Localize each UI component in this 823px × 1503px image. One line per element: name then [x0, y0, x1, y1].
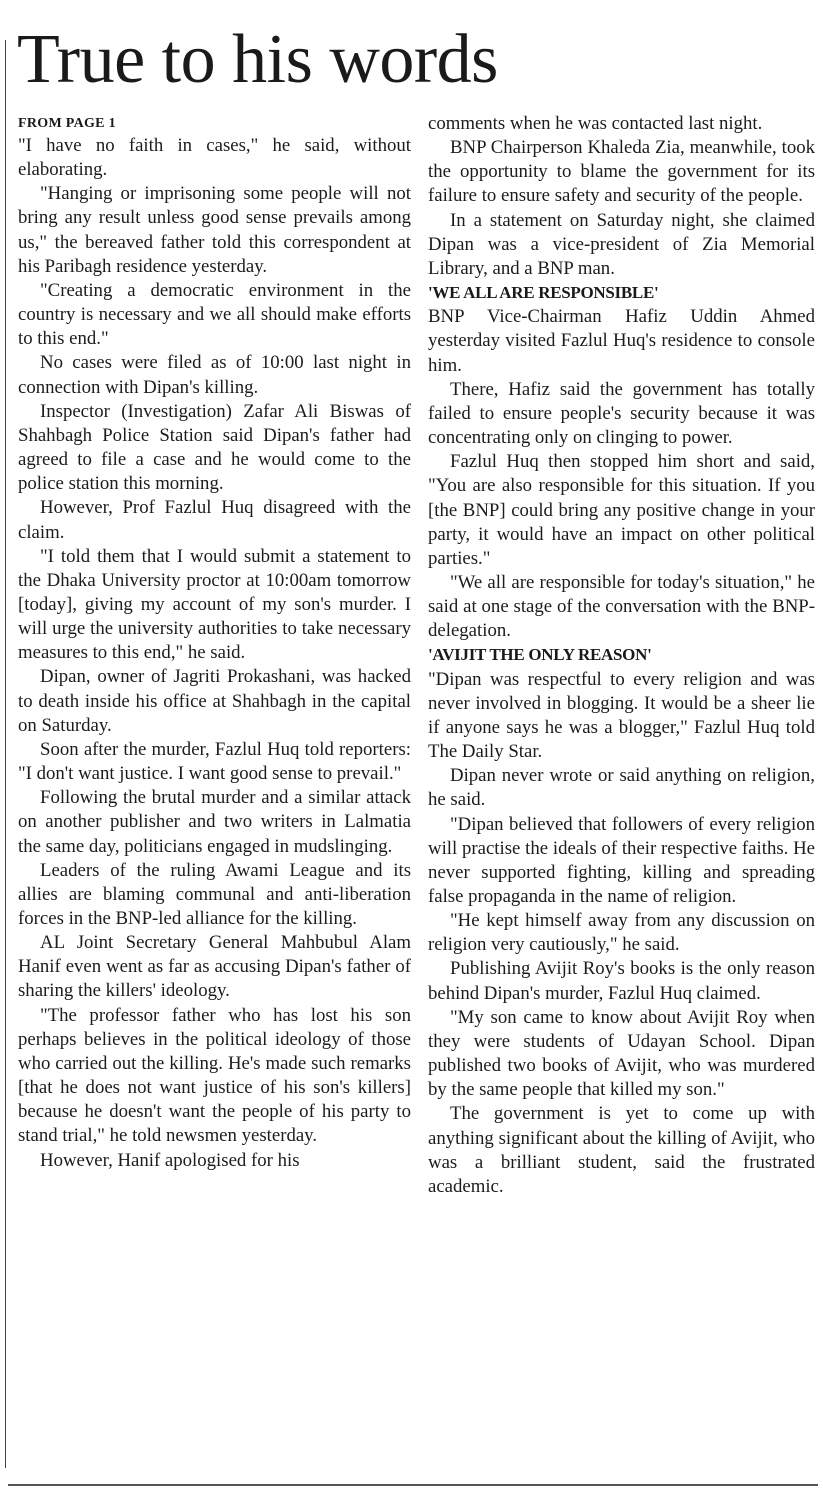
subhead-avijit-the-only-reason: 'AVIJIT THE ONLY REASON' — [428, 645, 652, 665]
column-rule-left — [5, 40, 6, 1468]
subhead-we-all-are-responsible: 'WE ALL ARE RESPONSIBLE' — [428, 283, 659, 303]
kicker-from-page: FROM PAGE 1 — [18, 116, 116, 131]
paragraph: Inspector (Investigation) Zafar Ali Biswas of Shahbagh Police Station said Dipan's father had agreed to file a case and he would come to the police station this morning. — [18, 400, 411, 495]
paragraph: Soon after the murder, Fazlul Huq told reporters: "I don't want justice. I want good sense to prevail." — [18, 738, 411, 785]
paragraph: "Dipan believed that followers of every religion will practise the ideals of their respective faiths. He never supported fighting, killing and spreading false propaganda in the name of religion. — [428, 813, 815, 907]
paragraph: No cases were filed as of 10:00 last night in connection with Dipan's killing. — [18, 352, 411, 398]
paragraph: "The professor father who has lost his son perhaps believes in the political ideology of those who carried out the killing. He's made such remarks [that he does not want justice of his son's killers] because he doesn't want the people of his party to stand trial," he told newsmen yesterday. — [18, 1004, 411, 1147]
paragraph: There, Hafiz said the government has totally failed to ensure people's security because it was concentrating only on clinging to power. — [428, 378, 815, 449]
paragraph: "We all are responsible for today's situation," he said at one stage of the conversation with the BNP-delegation. — [428, 571, 815, 642]
paragraph: "I have no faith in cases," he said, without elaborating. — [18, 135, 411, 181]
paragraph: "Dipan was respectful to every religion and was never involved in blogging. It would be a sheer lie if anyone says he was a blogger," Fazlul Huq told The Daily Star. — [428, 668, 815, 763]
paragraph: Following the brutal murder and a similar attack on another publisher and two writers in Lalmatia the same day, politicians engaged in mudslinging. — [18, 787, 411, 857]
bottom-rule — [8, 1484, 818, 1486]
paragraph: In a statement on Saturday night, she claimed Dipan was a vice-president of Zia Memorial Library, and a BNP man. — [428, 209, 815, 279]
paragraph: comments when he was contacted last night. — [428, 113, 763, 134]
paragraph: "Creating a democratic environment in the country is necessary and we all should make efforts to this end." — [18, 279, 411, 350]
paragraph: The government is yet to come up with anything significant about the killing of Avijit, who was a brilliant student, said the frustrated academic. — [428, 1103, 815, 1197]
paragraph: "My son came to know about Avijit Roy when they were students of Udayan School. Dipan published two books of Avijit, who was murdered by the same people that killed my son." — [428, 1006, 815, 1101]
paragraph: "He kept himself away from any discussion on religion very cautiously," he said. — [428, 910, 815, 956]
paragraph: Publishing Avijit Roy's books is the only reason behind Dipan's murder, Fazlul Huq claimed. — [428, 958, 815, 1004]
article-column-right — [428, 112, 815, 1199]
paragraph: Fazlul Huq then stopped him short and said, "You are also responsible for this situation. If you [the BNP] could bring any positive change in your party, it would have an impact on other political parties." — [428, 451, 815, 569]
article-column-left — [18, 112, 411, 1173]
paragraph: Dipan never wrote or said anything on religion, he said. — [428, 765, 815, 811]
paragraph: "I told them that I would submit a statement to the Dhaka University proctor at 10:00am tomorrow [today], giving my account of my son's murder. I will urge the university authorities to take necessary measures to this end," he said. — [18, 545, 411, 664]
paragraph: However, Hanif apologised for his — [40, 1149, 300, 1171]
headline: True to his words — [17, 21, 498, 98]
paragraph: Leaders of the ruling Awami League and its allies are blaming communal and anti-liberation forces in the BNP-led alliance for the killing. — [18, 859, 411, 929]
paragraph: BNP Chairperson Khaleda Zia, meanwhile, took the opportunity to blame the government for its failure to ensure safety and security of the people. — [428, 137, 815, 207]
paragraph: Dipan, owner of Jagriti Prokashani, was hacked to death inside his office at Shahbagh in the capital on Saturday. — [18, 666, 411, 736]
paragraph: AL Joint Secretary General Mahbubul Alam Hanif even went as far as accusing Dipan's father of sharing the killers' ideology. — [18, 932, 411, 1002]
paragraph: However, Prof Fazlul Huq disagreed with the claim. — [18, 497, 411, 543]
paragraph: BNP Vice-Chairman Hafiz Uddin Ahmed yesterday visited Fazlul Huq's residence to console him. — [428, 306, 815, 376]
paragraph: "Hanging or imprisoning some people will not bring any result unless good sense prevails among us," the bereaved father told this correspondent at his Paribagh residence yesterday. — [18, 183, 411, 277]
